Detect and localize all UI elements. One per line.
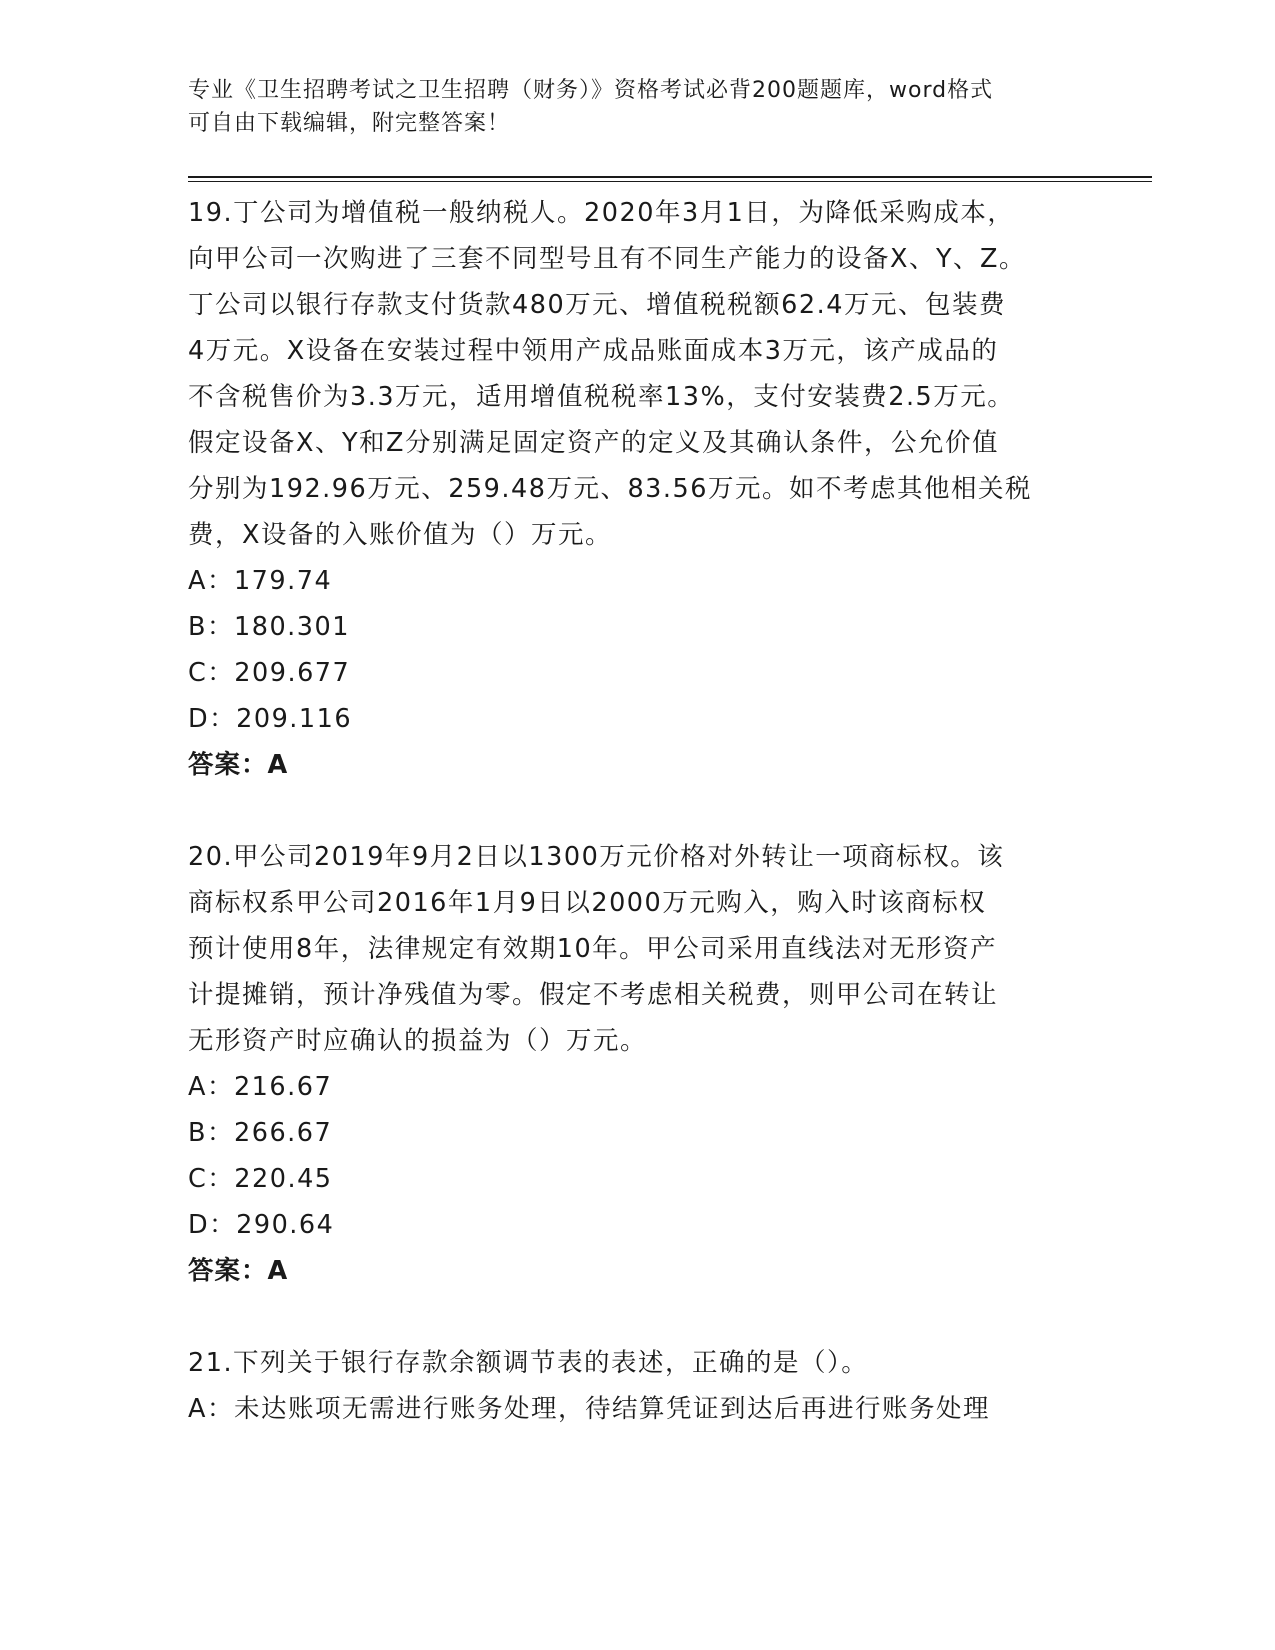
option-a: A：216.67 <box>188 1072 333 1102</box>
header-divider-thin <box>188 181 1152 182</box>
stem-line: 商标权系甲公司2016年1月9日以2000万元购入，购入时该商标权 <box>188 888 987 918</box>
answer-label: 答案：A <box>188 750 289 780</box>
stem-line: 20.甲公司2019年9月2日以1300万元价格对外转让一项商标权。该 <box>188 842 1005 872</box>
stem-line: 4万元。X设备在安装过程中领用产成品账面成本3万元，该产成品的 <box>188 336 999 366</box>
question-stem <box>188 1340 1088 1386</box>
option-b: B：180.301 <box>188 612 350 642</box>
question-21 <box>188 1340 1088 1432</box>
header-line-2: 可自由下载编辑，附完整答案！ <box>188 111 511 136</box>
option-b: B：266.67 <box>188 1118 333 1148</box>
stem-line: 费，X设备的入账价值为（）万元。 <box>188 520 612 550</box>
option-c: C：209.677 <box>188 658 351 688</box>
question-19 <box>188 190 1088 788</box>
option-a: A：179.74 <box>188 566 333 596</box>
stem-line: 21.下列关于银行存款余额调节表的表述，正确的是（）。 <box>188 1348 869 1378</box>
document-header <box>188 74 1068 140</box>
question-spacer <box>188 1294 1088 1340</box>
header-divider-thick <box>188 176 1152 178</box>
stem-line: 无形资产时应确认的损益为（）万元。 <box>188 1026 648 1056</box>
question-list <box>188 190 1088 1432</box>
option-c: C：220.45 <box>188 1164 333 1194</box>
stem-line: 分别为192.96万元、259.48万元、83.56万元。如不考虑其他相关税 <box>188 474 1032 504</box>
option-d: D：290.64 <box>188 1210 335 1240</box>
option-a: A：未达账项无需进行账务处理，待结算凭证到达后再进行账务处理 <box>188 1394 990 1424</box>
stem-line: 计提摊销，预计净残值为零。假定不考虑相关税费，则甲公司在转让 <box>188 980 999 1010</box>
stem-line: 预计使用8年，法律规定有效期10年。甲公司采用直线法对无形资产 <box>188 934 998 964</box>
answer-label: 答案：A <box>188 1256 289 1286</box>
question-20 <box>188 834 1088 1294</box>
stem-line: 丁公司以银行存款支付货款480万元、增值税税额62.4万元、包装费 <box>188 290 1006 320</box>
question-stem <box>188 190 1088 558</box>
option-d: D：209.116 <box>188 704 353 734</box>
header-line-1: 专业《卫生招聘考试之卫生招聘（财务）》资格考试必背200题题库，word格式 <box>188 78 994 103</box>
stem-line: 不含税售价为3.3万元，适用增值税税率13%，支付安装费2.5万元。 <box>188 382 1015 412</box>
stem-line: 向甲公司一次购进了三套不同型号且有不同生产能力的设备X、Y、Z。 <box>188 244 1027 274</box>
stem-line: 假定设备X、Y和Z分别满足固定资产的定义及其确认条件，公允价值 <box>188 428 1000 458</box>
question-stem <box>188 834 1088 1064</box>
stem-line: 19.丁公司为增值税一般纳税人。2020年3月1日，为降低采购成本， <box>188 198 1015 228</box>
question-spacer <box>188 788 1088 834</box>
